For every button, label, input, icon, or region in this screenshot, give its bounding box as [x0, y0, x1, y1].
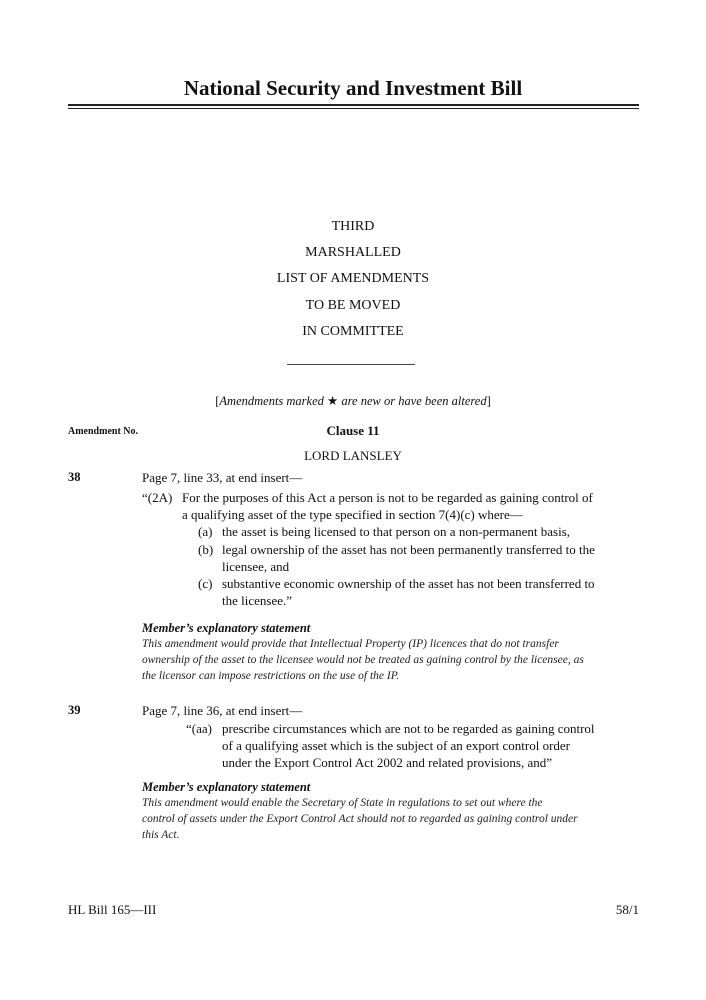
- paragraph-text-cont: licensee, and: [222, 559, 290, 574]
- title-rule-thin: [68, 108, 639, 109]
- subsection-text: For the purposes of this Act a person is not to be regarded as gaining control of: [182, 490, 593, 505]
- explanatory-statement-line: the licensor can impose restrictions on the use of the IP.: [142, 670, 400, 682]
- paragraph-text-cont: the licensee.”: [222, 593, 293, 608]
- paragraph-text: substantive economic ownership of the asset has not been transferred to: [222, 576, 595, 591]
- paragraph-text-cont: of a qualifying asset which is the subject of an export control order: [222, 738, 571, 753]
- mover-name: LORD LANSLEY: [304, 448, 402, 463]
- explanatory-statement-heading: Member’s explanatory statement: [142, 780, 311, 794]
- paragraph-text-cont: under the Export Control Act 2002 and related provisions, and”: [222, 755, 552, 770]
- star-icon: ★: [327, 394, 339, 408]
- note-text-before: Amendments marked: [219, 394, 328, 408]
- amendments-note: [0, 393, 706, 409]
- paragraph-text: prescribe circumstances which are not to be regarded as gaining control: [222, 721, 595, 736]
- bill-title: National Security and Investment Bill: [183, 76, 523, 100]
- explanatory-statement-line: This amendment would enable the Secretary of State in regulations to set out where the: [142, 797, 543, 809]
- amendment-number: 39: [68, 703, 81, 717]
- paragraph-label: (b): [198, 542, 214, 557]
- amendment-instruction: Page 7, line 33, at end insert—: [142, 470, 303, 485]
- subsection-text-cont: a qualifying asset of the type specified in section 7(4)(c) where—: [182, 507, 523, 522]
- heading-line-2: MARSHALLED: [305, 245, 401, 260]
- explanatory-statement-line: This amendment would provide that Intellectual Property (IP) licences that do not transfer: [142, 638, 559, 650]
- page-reference: 58/1: [615, 902, 639, 917]
- heading-line-1: THIRD: [331, 219, 375, 234]
- paragraph-text: the asset is being licensed to that person on a non-permanent basis,: [222, 524, 571, 539]
- amendment-number-label: Amendment No.: [68, 426, 138, 437]
- bill-reference: HL Bill 165—III: [68, 902, 157, 917]
- paragraph-label: “(aa): [186, 721, 212, 736]
- paragraph-text: legal ownership of the asset has not been permanently transferred to the: [222, 542, 595, 557]
- subsection-label: “(2A): [142, 490, 173, 505]
- explanatory-statement-line: this Act.: [142, 829, 180, 841]
- explanatory-statement-heading: Member’s explanatory statement: [142, 621, 311, 635]
- heading-line-4: TO BE MOVED: [305, 298, 401, 313]
- explanatory-statement-line: control of assets under the Export Control Act should not to regarded as gaining control under: [142, 813, 578, 825]
- amendment-instruction: Page 7, line 36, at end insert—: [142, 703, 303, 718]
- paragraph-label: (c): [198, 576, 213, 591]
- heading-line-3: LIST OF AMENDMENTS: [276, 271, 430, 286]
- note-text-after: are new or have been altered: [338, 394, 487, 408]
- explanatory-statement-line: ownership of the asset to the licensee would not be treated as gaining control by the licensee, as: [142, 654, 584, 666]
- title-rule-thick: [68, 104, 639, 106]
- heading-divider: [287, 364, 415, 365]
- heading-line-5: IN COMMITTEE: [302, 324, 404, 339]
- amendment-number: 38: [68, 470, 81, 484]
- note-open-bracket: [: [215, 394, 220, 408]
- note-close-bracket: ]: [486, 394, 491, 408]
- paragraph-label: (a): [198, 524, 213, 539]
- clause-heading: Clause 11: [326, 423, 380, 438]
